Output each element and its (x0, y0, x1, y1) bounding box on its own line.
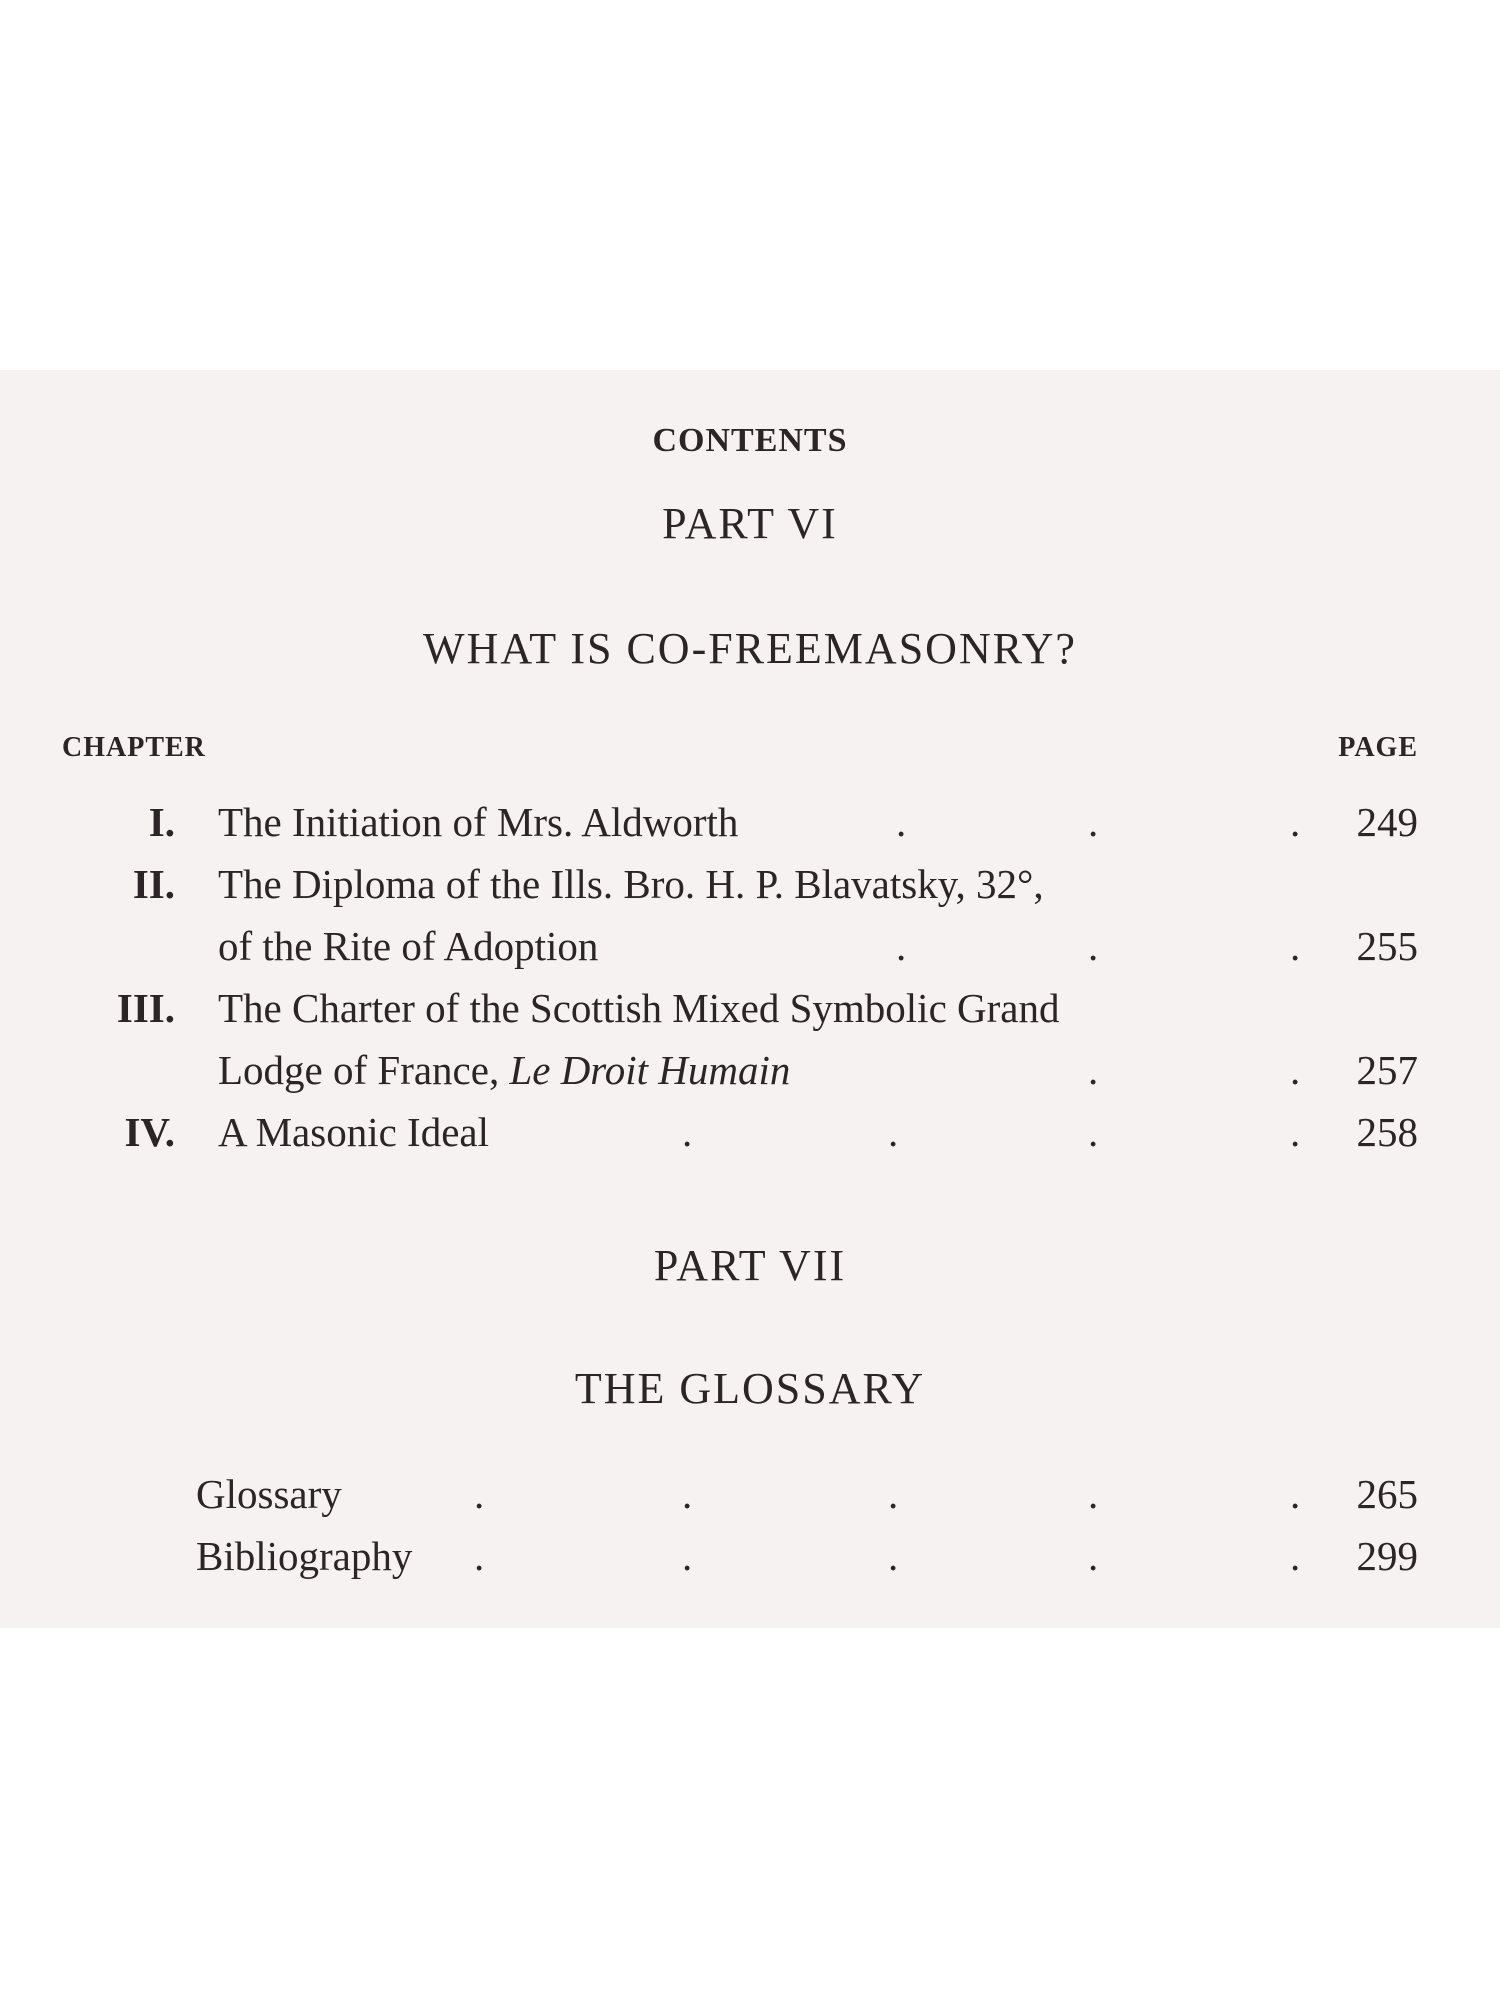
page-number: 249 (1356, 799, 1418, 845)
leader-dot: . (1290, 923, 1301, 969)
page-number: 299 (1356, 1533, 1418, 1579)
leader-dot: . (1088, 1047, 1099, 1093)
leader-dot: . (1088, 923, 1099, 969)
leader-dot: . (1290, 1109, 1301, 1155)
chapter-title-line-2: of the Rite of Adoption (218, 923, 599, 969)
page-number: 258 (1356, 1109, 1418, 1155)
back-matter-title: Bibliography (196, 1533, 413, 1579)
chapter-title-line-1: The Charter of the Scottish Mixed Symbolic Grand (218, 985, 1060, 1031)
leader-dot: . (888, 1109, 899, 1155)
leader-dot: . (1088, 1533, 1099, 1579)
leader-dot: . (1290, 1047, 1301, 1093)
chapter-number: I. (148, 799, 175, 845)
page-column-heading: PAGE (1338, 732, 1418, 763)
leader-dot: . (896, 923, 907, 969)
leader-dot: . (474, 1471, 485, 1517)
leader-dot: . (682, 1471, 693, 1517)
leader-dot: . (682, 1109, 693, 1155)
leader-dot: . (1088, 799, 1099, 845)
chapter-title-text: Lodge of France, (218, 1047, 500, 1093)
book-page (0, 370, 1500, 1628)
leader-dot: . (888, 1533, 899, 1579)
leader-dot: . (474, 1533, 485, 1579)
toc-entry-chapter-3 (0, 984, 1500, 1046)
page-number: 255 (1356, 923, 1418, 969)
page-number: 265 (1356, 1471, 1418, 1517)
toc-entry-chapter-3-continued (0, 1046, 1500, 1108)
chapter-number: III. (116, 985, 175, 1031)
part-vii-label: PART VII (653, 1241, 847, 1290)
lodge-name: Le Droit Humain (509, 1047, 791, 1093)
toc-entry-chapter-1 (0, 798, 1500, 860)
leader-dot: . (1290, 799, 1301, 845)
leader-dot: . (1088, 1471, 1099, 1517)
leader-dot: . (1290, 1471, 1301, 1517)
leader-dot: . (896, 799, 907, 845)
running-head: CONTENTS (652, 422, 848, 459)
chapter-number: II. (132, 861, 175, 907)
toc-entry-chapter-4 (0, 1108, 1500, 1170)
chapter-title: The Initiation of Mrs. Aldworth (218, 799, 739, 845)
toc-entry-chapter-2 (0, 860, 1500, 922)
part-vi-title: WHAT IS CO-FREEMASONRY? (423, 624, 1077, 673)
page-number: 257 (1356, 1047, 1418, 1093)
toc-entry-bibliography (0, 1532, 1500, 1594)
leader-dot: . (682, 1533, 693, 1579)
part-vi-label: PART VI (662, 499, 838, 548)
leader-dot: . (1088, 1109, 1099, 1155)
leader-dot: . (888, 1471, 899, 1517)
back-matter-title: Glossary (196, 1471, 342, 1517)
toc-entry-chapter-2-continued (0, 922, 1500, 984)
chapter-title-line-1: The Diploma of the Ills. Bro. H. P. Blavatsky, 32°, (218, 861, 1044, 907)
chapter-number: IV. (124, 1109, 175, 1155)
part-vii-title: THE GLOSSARY (574, 1364, 926, 1413)
chapter-title-line-2 (218, 1046, 790, 1094)
chapter-title: A Masonic Ideal (218, 1109, 489, 1155)
chapter-column-heading: CHAPTER (62, 732, 206, 763)
leader-dot: . (1290, 1533, 1301, 1579)
toc-entry-glossary (0, 1470, 1500, 1532)
